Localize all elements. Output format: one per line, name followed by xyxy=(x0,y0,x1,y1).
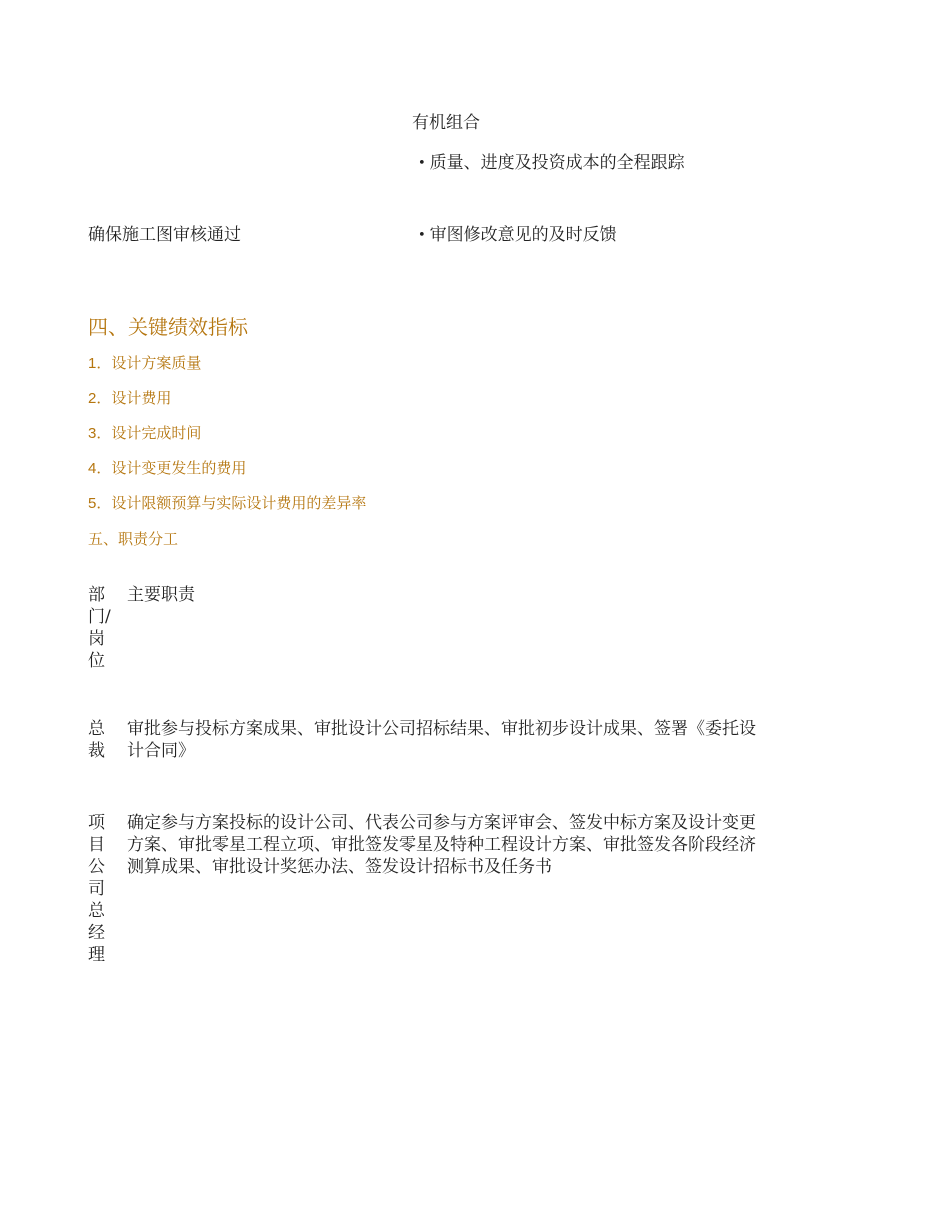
bullet-item-feedback: • 审图修改意见的及时反馈 xyxy=(418,220,617,245)
kpi-item: 4．设计变更发生的费用 xyxy=(88,460,247,477)
organic-combination-text: 有机组合 xyxy=(412,113,480,133)
kpi-item: 2．设计费用 xyxy=(88,390,172,407)
table-row-dept: 项目公司总经理 xyxy=(88,813,105,965)
duty-heading: 五、职责分工 xyxy=(88,531,179,548)
table-header-dept: 部门/岗位 xyxy=(88,585,111,671)
table-row-duty: 审批参与投标方案成果、审批设计公司招标结果、审批初步设计成果、签署《委托设计合同》 xyxy=(127,719,756,761)
kpi-item: 1．设计方案质量 xyxy=(88,355,202,372)
kpi-heading: 四、关键绩效指标 xyxy=(88,317,248,339)
table-row-dept: 总裁 xyxy=(88,719,105,761)
construction-drawing-review-label: 确保施工图审核通过 xyxy=(88,225,241,245)
table-header-duty: 主要职责 xyxy=(127,585,195,605)
table-row-duty: 确定参与方案投标的设计公司、代表公司参与方案评审会、签发中标方案及设计变更方案、审批零星工程立项、审批签发零星及特种工程设计方案、审批签发各阶段经济测算成果、审批设计奖惩办法、签发设计招标书及任务书 xyxy=(127,813,756,877)
bullet-item-tracking: • 质量、进度及投资成本的全程跟踪 xyxy=(418,148,685,173)
kpi-item: 3．设计完成时间 xyxy=(88,425,202,442)
kpi-item: 5．设计限额预算与实际设计费用的差异率 xyxy=(88,495,367,512)
